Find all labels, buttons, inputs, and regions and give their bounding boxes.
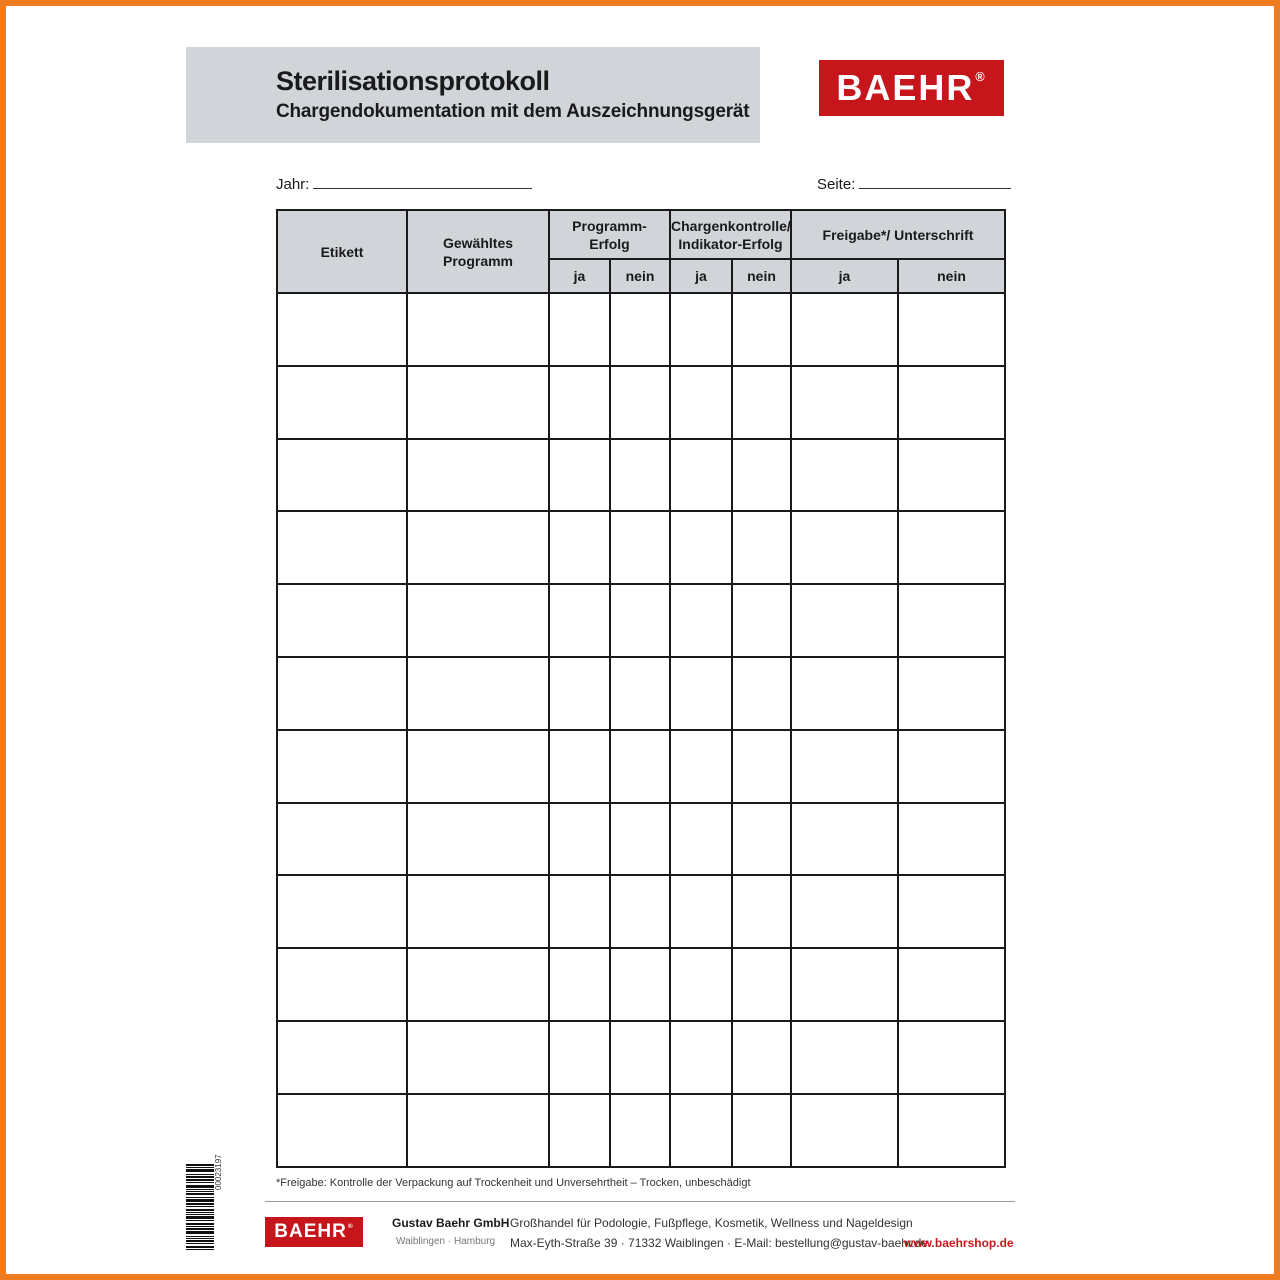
programm-erfolg-nein-cell[interactable]: [610, 439, 670, 512]
header-programm-erfolg: Programm- Erfolg: [549, 210, 670, 259]
freigabe-nein-cell[interactable]: [898, 730, 1005, 803]
table-row: [277, 584, 1005, 657]
programm-erfolg-ja-cell[interactable]: [549, 1021, 610, 1094]
freigabe-ja-cell[interactable]: [791, 948, 898, 1021]
page-input-line[interactable]: [859, 174, 1011, 189]
header-etikett: Etikett: [277, 210, 407, 293]
freigabe-ja-cell[interactable]: [791, 511, 898, 584]
programm-erfolg-ja-cell[interactable]: [549, 657, 610, 730]
indikator-nein-cell[interactable]: [732, 511, 791, 584]
header-freigabe: Freigabe*/ Unterschrift: [791, 210, 1005, 259]
barcode-bar: [186, 1243, 214, 1244]
table-row: [277, 730, 1005, 803]
barcode-bar: [186, 1240, 214, 1242]
barcode-bar: [186, 1220, 214, 1221]
programm-erfolg-ja-cell[interactable]: [549, 948, 610, 1021]
indikator-nein-cell[interactable]: [732, 584, 791, 657]
table-body: [277, 293, 1005, 1167]
subheader-ja: ja: [791, 259, 898, 293]
programm-erfolg-nein-cell[interactable]: [610, 293, 670, 366]
programm-cell[interactable]: [407, 657, 549, 730]
barcode-bar: [186, 1167, 214, 1168]
barcode-bar: [186, 1209, 214, 1211]
barcode-bar: [186, 1185, 214, 1188]
programm-erfolg-ja-cell[interactable]: [549, 584, 610, 657]
etikett-cell[interactable]: [277, 730, 407, 803]
freigabe-ja-cell[interactable]: [791, 875, 898, 948]
etikett-cell[interactable]: [277, 439, 407, 512]
footer-description: Großhandel für Podologie, Fußpflege, Kosmetik, Wellness und Nageldesign: [510, 1216, 913, 1230]
barcode-bar: [186, 1199, 214, 1202]
freigabe-nein-cell[interactable]: [898, 439, 1005, 512]
barcode-bar: [186, 1231, 214, 1234]
table-row: [277, 1021, 1005, 1094]
programm-cell[interactable]: [407, 366, 549, 439]
freigabe-ja-cell[interactable]: [791, 1021, 898, 1094]
programm-erfolg-nein-cell[interactable]: [610, 875, 670, 948]
programm-cell[interactable]: [407, 875, 549, 948]
programm-erfolg-ja-cell[interactable]: [549, 803, 610, 876]
etikett-cell[interactable]: [277, 584, 407, 657]
etikett-cell[interactable]: [277, 948, 407, 1021]
indikator-ja-cell[interactable]: [670, 511, 732, 584]
indikator-nein-cell[interactable]: [732, 293, 791, 366]
programm-erfolg-nein-cell[interactable]: [610, 948, 670, 1021]
sterilization-log-table: [276, 209, 1006, 1168]
barcode-bar: [186, 1191, 214, 1192]
freigabe-nein-cell[interactable]: [898, 293, 1005, 366]
indikator-ja-cell[interactable]: [670, 948, 732, 1021]
year-input-line[interactable]: [313, 174, 532, 189]
programm-erfolg-ja-cell[interactable]: [549, 511, 610, 584]
indikator-ja-cell[interactable]: [670, 875, 732, 948]
document-title: Sterilisationsprotokoll: [276, 66, 550, 96]
indikator-ja-cell[interactable]: [670, 293, 732, 366]
subheader-ja: ja: [670, 259, 732, 293]
programm-erfolg-nein-cell[interactable]: [610, 366, 670, 439]
indikator-nein-cell[interactable]: [732, 1021, 791, 1094]
subheader-nein: nein: [732, 259, 791, 293]
barcode: [186, 1164, 214, 1250]
etikett-cell[interactable]: [277, 875, 407, 948]
freigabe-nein-cell[interactable]: [898, 584, 1005, 657]
barcode-bar: [186, 1189, 214, 1190]
etikett-cell[interactable]: [277, 511, 407, 584]
subheader-ja: ja: [549, 259, 610, 293]
freigabe-ja-cell[interactable]: [791, 584, 898, 657]
barcode-bar: [186, 1169, 214, 1172]
baehr-logo: [819, 60, 1004, 116]
table-row: [277, 875, 1005, 948]
table-row: [277, 803, 1005, 876]
freigabe-nein-cell[interactable]: [898, 511, 1005, 584]
etikett-cell[interactable]: [277, 1021, 407, 1094]
programm-erfolg-nein-cell[interactable]: [610, 511, 670, 584]
page-field[interactable]: [817, 174, 1011, 193]
barcode-bar: [186, 1228, 214, 1230]
programm-cell[interactable]: [407, 439, 549, 512]
freigabe-nein-cell[interactable]: [898, 366, 1005, 439]
indikator-ja-cell[interactable]: [670, 366, 732, 439]
table-row: [277, 1094, 1005, 1167]
barcode-bar: [186, 1176, 214, 1178]
indikator-ja-cell[interactable]: [670, 439, 732, 512]
indikator-ja-cell[interactable]: [670, 730, 732, 803]
programm-cell[interactable]: [407, 948, 549, 1021]
barcode-bar: [186, 1223, 214, 1225]
barcode-bar: [186, 1212, 214, 1213]
footer-logo-text: BAEHR: [274, 1221, 347, 1242]
freigabe-nein-cell[interactable]: [898, 803, 1005, 876]
freigabe-ja-cell[interactable]: [791, 366, 898, 439]
footer-divider: [265, 1201, 1015, 1202]
freigabe-ja-cell[interactable]: [791, 439, 898, 512]
programm-erfolg-ja-cell[interactable]: [549, 730, 610, 803]
freigabe-ja-cell[interactable]: [791, 657, 898, 730]
barcode-bar: [186, 1174, 214, 1175]
programm-cell[interactable]: [407, 584, 549, 657]
freigabe-nein-cell[interactable]: [898, 657, 1005, 730]
programm-cell[interactable]: [407, 1021, 549, 1094]
indikator-nein-cell[interactable]: [732, 657, 791, 730]
indikator-nein-cell[interactable]: [732, 948, 791, 1021]
freigabe-ja-cell[interactable]: [791, 803, 898, 876]
header-gewaehltes-programm: Gewähltes Programm: [407, 210, 549, 293]
etikett-cell[interactable]: [277, 1094, 407, 1167]
year-label: Jahr:: [276, 176, 310, 193]
freigabe-nein-cell[interactable]: [898, 948, 1005, 1021]
baehr-footer-logo: [265, 1217, 363, 1247]
footer-website-link[interactable]: www.baehrshop.de: [904, 1236, 1014, 1250]
barcode-bar: [186, 1246, 214, 1248]
table-row: [277, 511, 1005, 584]
subheader-nein: nein: [898, 259, 1005, 293]
barcode-bar: [186, 1197, 214, 1198]
footer-cities: Waiblingen · Hamburg: [396, 1236, 496, 1247]
programm-cell[interactable]: [407, 1094, 549, 1167]
header-chargenkontrolle: Chargenkontrolle/ Indikator-Erfolg: [670, 210, 791, 259]
programm-erfolg-ja-cell[interactable]: [549, 366, 610, 439]
programm-erfolg-nein-cell[interactable]: [610, 657, 670, 730]
registered-mark: ®: [975, 69, 987, 84]
table-row: [277, 948, 1005, 1021]
etikett-cell[interactable]: [277, 293, 407, 366]
footer-address: Max-Eyth-Straße 39 · 71332 Waiblingen · E-Mail: bestellung@gustav-baehr.de: [510, 1236, 928, 1250]
barcode-bar: [186, 1164, 214, 1166]
subheader-nein: nein: [610, 259, 670, 293]
freigabe-nein-cell[interactable]: [898, 1021, 1005, 1094]
indikator-nein-cell[interactable]: [732, 439, 791, 512]
page-label: Seite:: [817, 176, 856, 193]
indikator-ja-cell[interactable]: [670, 803, 732, 876]
barcode-bar: [186, 1206, 214, 1207]
barcode-bar: [186, 1193, 214, 1195]
table-row: [277, 439, 1005, 512]
barcode-bar: [186, 1179, 214, 1181]
programm-erfolg-nein-cell[interactable]: [610, 730, 670, 803]
freigabe-ja-cell[interactable]: [791, 293, 898, 366]
title-band: [186, 47, 760, 143]
programm-erfolg-nein-cell[interactable]: [610, 1094, 670, 1167]
programm-cell[interactable]: [407, 511, 549, 584]
programm-erfolg-nein-cell[interactable]: [610, 1021, 670, 1094]
etikett-cell[interactable]: [277, 803, 407, 876]
indikator-nein-cell[interactable]: [732, 730, 791, 803]
footer-company: Gustav Baehr GmbH: [392, 1216, 510, 1230]
programm-cell[interactable]: [407, 293, 549, 366]
indikator-nein-cell[interactable]: [732, 1094, 791, 1167]
footer-registered-mark: ®: [347, 1222, 354, 1230]
footnote: *Freigabe: Kontrolle der Verpackung auf Trockenheit und Unversehrtheit – Trocken, unbeschädigt: [276, 1177, 751, 1189]
etikett-cell[interactable]: [277, 366, 407, 439]
barcode-bar: [186, 1249, 214, 1250]
barcode-bar: [186, 1182, 214, 1183]
barcode-number: 00023197: [214, 1154, 223, 1190]
barcode-bar: [186, 1203, 214, 1205]
programm-erfolg-ja-cell[interactable]: [549, 1094, 610, 1167]
programm-erfolg-nein-cell[interactable]: [610, 584, 670, 657]
indikator-ja-cell[interactable]: [670, 1021, 732, 1094]
table-row: [277, 366, 1005, 439]
programm-erfolg-nein-cell[interactable]: [610, 803, 670, 876]
year-field[interactable]: [276, 174, 532, 193]
indikator-ja-cell[interactable]: [670, 657, 732, 730]
programm-cell[interactable]: [407, 803, 549, 876]
freigabe-ja-cell[interactable]: [791, 730, 898, 803]
table-row: [277, 657, 1005, 730]
programm-cell[interactable]: [407, 730, 549, 803]
programm-erfolg-ja-cell[interactable]: [549, 875, 610, 948]
document-subtitle: Chargendokumentation mit dem Auszeichnungsgerät: [276, 101, 750, 122]
indikator-nein-cell[interactable]: [732, 803, 791, 876]
barcode-bar: [186, 1226, 214, 1227]
freigabe-nein-cell[interactable]: [898, 1094, 1005, 1167]
etikett-cell[interactable]: [277, 657, 407, 730]
table-row: [277, 293, 1005, 366]
barcode-bar: [186, 1238, 214, 1239]
logo-text: BAEHR: [836, 67, 975, 108]
programm-erfolg-ja-cell[interactable]: [549, 439, 610, 512]
freigabe-ja-cell[interactable]: [791, 1094, 898, 1167]
indikator-ja-cell[interactable]: [670, 1094, 732, 1167]
barcode-bar: [186, 1214, 214, 1215]
indikator-nein-cell[interactable]: [732, 875, 791, 948]
programm-erfolg-ja-cell[interactable]: [549, 293, 610, 366]
barcode-bar: [186, 1216, 214, 1219]
barcode-bar: [186, 1236, 214, 1237]
freigabe-nein-cell[interactable]: [898, 875, 1005, 948]
indikator-nein-cell[interactable]: [732, 366, 791, 439]
indikator-ja-cell[interactable]: [670, 584, 732, 657]
